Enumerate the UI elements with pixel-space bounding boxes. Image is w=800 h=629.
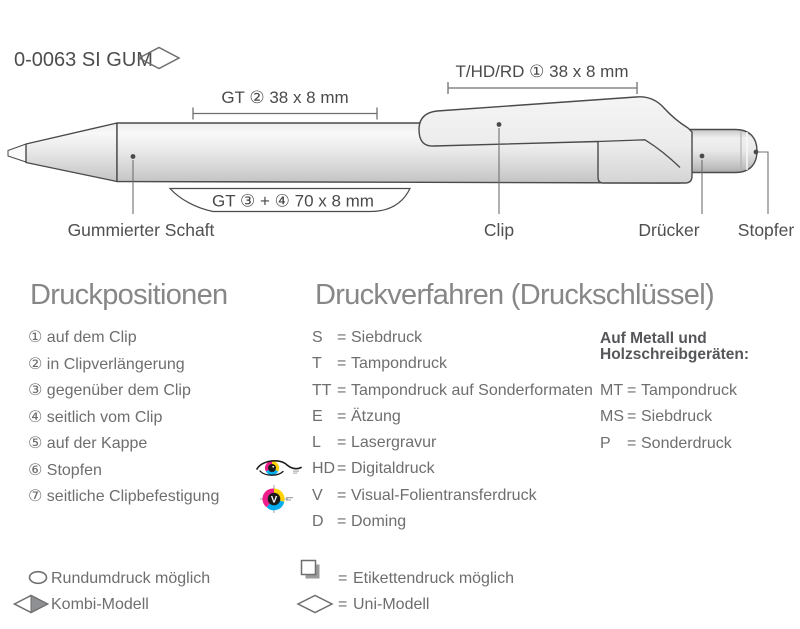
method-row <box>312 483 593 509</box>
equals-sign: = <box>337 460 347 478</box>
part-label-clip: Clip <box>483 220 515 240</box>
method-name: Doming <box>351 513 407 531</box>
legend-labelprint-row <box>338 570 514 588</box>
equals-sign: = <box>337 381 347 399</box>
metal-methods-title-line2: Holzschreibgeräten: <box>600 346 750 363</box>
equals-sign: = <box>337 329 347 346</box>
metal-methods-title-line1: Auf Metall und <box>600 330 707 347</box>
method-name: Tampondruck auf Sonderformaten <box>351 381 593 399</box>
uni-diamond-icon <box>296 594 334 614</box>
position-item: ⑥ Stopfen <box>28 461 102 479</box>
method-name: Digitaldruck <box>351 460 435 478</box>
equals-sign: = <box>337 407 347 425</box>
method-code: TT <box>312 381 332 399</box>
method-name: Tampondruck <box>351 355 448 373</box>
kombi-diamond-icon <box>13 594 49 614</box>
method-name: Lasergravur <box>351 434 437 452</box>
equals-sign: = <box>627 434 637 452</box>
method-row <box>312 456 593 482</box>
method-row <box>600 378 737 404</box>
method-row <box>312 404 593 430</box>
method-name: Tampondruck <box>641 382 738 399</box>
equals-sign: = <box>337 513 347 531</box>
position-item: ③ gegenüber dem Clip <box>28 382 191 399</box>
pen-diagram <box>0 0 800 245</box>
metal-methods-list <box>600 378 737 457</box>
print-methods-list <box>312 325 593 535</box>
method-code: V <box>312 486 323 504</box>
dimension-clip <box>448 82 637 94</box>
method-name: Visual-Folientransferdruck <box>351 486 537 504</box>
dimension-clip-label: T/HD/RD ① 38 x 8 mm <box>455 62 629 81</box>
position-item: ⑦ seitliche Clipbefestigung <box>28 488 220 505</box>
equals-sign: = <box>627 382 637 399</box>
legend-kombi-label: Kombi-Modell <box>51 596 149 613</box>
callout-dot-clip <box>497 122 502 127</box>
equals-sign: = <box>337 434 347 452</box>
method-code: T <box>312 355 322 373</box>
legend-labelprint-label: Etikettendruck möglich <box>353 570 514 587</box>
method-row <box>312 351 593 377</box>
metal-methods-title <box>600 331 749 363</box>
equals-sign: = <box>338 570 348 587</box>
method-row <box>600 404 737 430</box>
pen-tip <box>8 144 26 162</box>
legend-roundprint-label: Rundumdruck möglich <box>51 570 211 587</box>
callout-line-plug <box>759 152 769 214</box>
method-code: E <box>312 407 323 425</box>
equals-sign: = <box>337 355 347 373</box>
product-code: 0-0063 SI GUM <box>14 49 153 71</box>
method-code: MS <box>600 408 624 426</box>
part-label-shaft: Gummierter Schaft <box>67 220 215 240</box>
position-item: ⑤ auf der Kappe <box>28 435 148 452</box>
method-name: Siebdruck <box>351 329 423 346</box>
method-code: HD <box>312 460 336 478</box>
hd-digitaldruck-eye-icon <box>256 457 302 479</box>
position-item: ④ seitlich vom Clip <box>28 408 163 426</box>
method-name: Sonderdruck <box>641 434 732 452</box>
position-item: ② in Clipverlängerung <box>28 355 185 373</box>
part-label-pusher: Drücker <box>638 220 700 240</box>
dimension-clip-extension <box>193 108 377 120</box>
dimension-clip-extension-label: GT ② 38 x 8 mm <box>221 88 349 107</box>
equals-sign: = <box>338 596 348 613</box>
visual-folientransfer-icon <box>260 485 294 513</box>
pen-cone <box>26 123 117 182</box>
dimension-barrel-label: GT ③ + ④ 70 x 8 mm <box>212 191 374 211</box>
method-code: P <box>600 434 611 452</box>
roundprint-oval-icon <box>28 570 48 585</box>
part-label-plug: Stopfer <box>737 220 795 240</box>
method-row <box>312 430 593 456</box>
method-row <box>312 378 593 404</box>
methods-section-title: Druckverfahren (Druckschlüssel) <box>315 279 714 311</box>
position-item: ① auf dem Clip <box>28 329 137 346</box>
method-name: Siebdruck <box>641 408 713 426</box>
method-row <box>312 509 593 535</box>
method-row <box>312 325 593 351</box>
equals-sign: = <box>337 486 347 504</box>
callout-dot-plug <box>754 150 759 155</box>
label-print-icon <box>300 559 322 581</box>
print-positions-list <box>28 325 219 511</box>
method-name: Ätzung <box>351 407 401 425</box>
legend-uni-label: Uni-Modell <box>353 596 430 613</box>
equals-sign: = <box>627 408 637 426</box>
method-code: MT <box>600 382 624 399</box>
method-code: S <box>312 329 323 346</box>
method-row <box>600 431 737 457</box>
callout-dot-pusher <box>700 154 705 159</box>
callout-dot-shaft <box>131 154 136 159</box>
svg-text:V: V <box>270 494 278 506</box>
positions-section-title: Druckpositionen <box>30 279 228 311</box>
method-code: L <box>312 434 321 452</box>
legend-uni-row <box>338 596 429 614</box>
method-code: D <box>312 513 324 531</box>
